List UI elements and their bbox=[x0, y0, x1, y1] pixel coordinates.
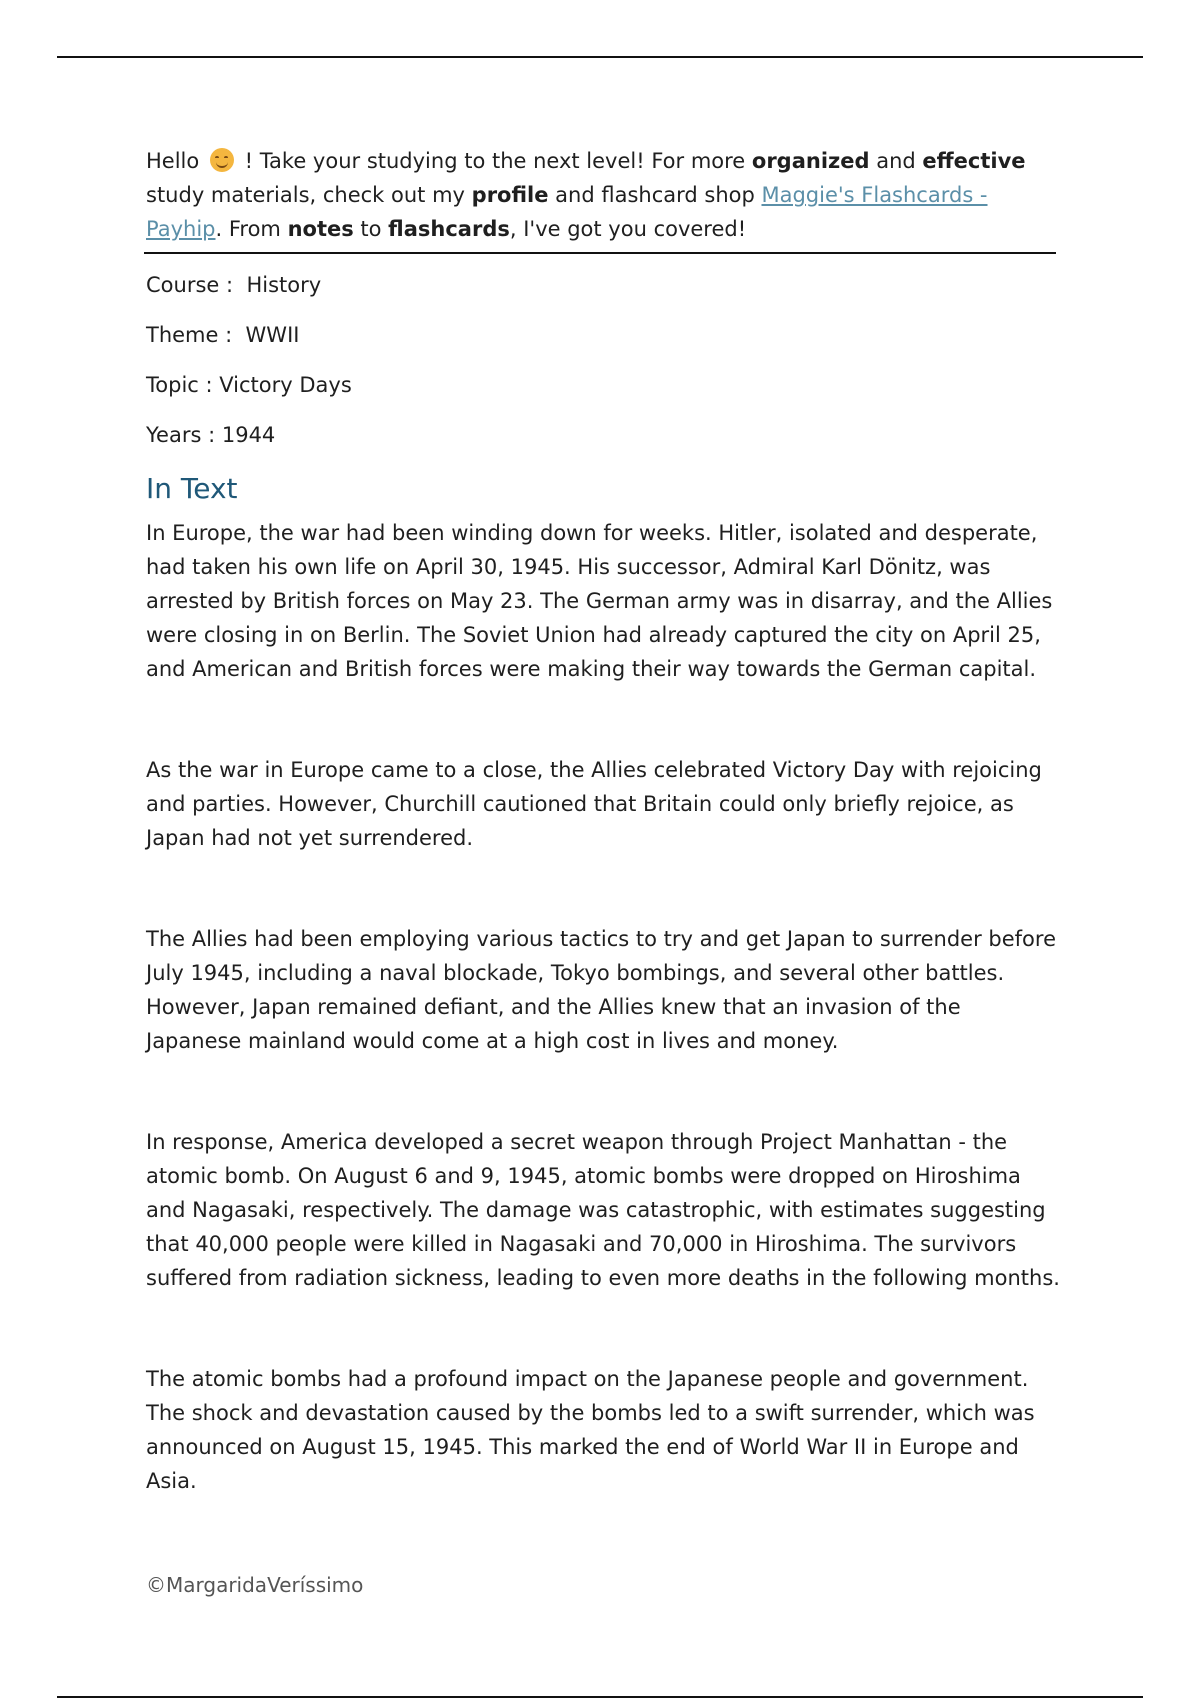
body-paragraph-3: The Allies had been employing various tactics to try and get Japan to surrender before July 1945, including a naval blockade, Tokyo bombings, and several other battles. However, Japan remained defiant, and the Allies knew that an invasion of the Japanese mainland would come at a high cost in lives and money. bbox=[146, 927, 1056, 1053]
intro-bold-notes: notes bbox=[287, 217, 354, 241]
course-value: History bbox=[246, 273, 322, 297]
smiling-face-icon bbox=[210, 148, 234, 172]
header-rule bbox=[57, 56, 1143, 58]
theme-value: WWII bbox=[245, 323, 300, 347]
intro-text-6: to bbox=[353, 217, 389, 241]
theme-row bbox=[146, 322, 1060, 348]
intro-text-4: and flashcard shop bbox=[548, 183, 762, 207]
intro-bold-effective: effective bbox=[922, 149, 1026, 173]
intro-paragraph bbox=[144, 144, 1056, 254]
intro-text-1: ! Take your studying to the next level! For more bbox=[237, 149, 752, 173]
section-heading: In Text bbox=[146, 472, 238, 505]
body-paragraph-5: The atomic bombs had a profound impact on the Japanese people and government. The shock and devastation caused by the bombs led to a swift surrender, which was announced on August 15, 1945. This marked the end of World War II in Europe and Asia. bbox=[146, 1367, 1035, 1493]
intro-greeting: Hello bbox=[146, 149, 200, 173]
topic-row bbox=[146, 372, 1060, 398]
years-row bbox=[146, 422, 1060, 448]
topic-value: Victory Days bbox=[219, 373, 352, 397]
body-paragraph-2: As the war in Europe came to a close, the Allies celebrated Victory Day with rejoicing and parties. However, Churchill cautioned that Britain could only briefly rejoice, as Japan had not yet surrendered. bbox=[146, 758, 1042, 850]
intro-bold-flashcards: flashcards bbox=[388, 217, 510, 241]
flashcard-shop-link[interactable]: Maggie's Flashcards - Payhip bbox=[146, 183, 988, 241]
page-content bbox=[146, 144, 1060, 1498]
theme-label: Theme : bbox=[146, 323, 233, 347]
intro-text-3: study materials, check out my bbox=[146, 183, 472, 207]
intro-text-7: , I've got you covered! bbox=[509, 217, 747, 241]
metadata-block bbox=[146, 272, 1060, 448]
topic-label: Topic : bbox=[146, 373, 213, 397]
intro-bold-organized: organized bbox=[751, 149, 870, 173]
intro-text-2: and bbox=[869, 149, 923, 173]
intro-text-5: . From bbox=[215, 217, 288, 241]
footer-rule bbox=[57, 1696, 1143, 1698]
course-row bbox=[146, 272, 1060, 298]
course-label: Course : bbox=[146, 273, 234, 297]
years-value: 1944 bbox=[221, 423, 276, 447]
body-paragraph-1: In Europe, the war had been winding down for weeks. Hitler, isolated and desperate, had taken his own life on April 30, 1945. His successor, Admiral Karl Dönitz, was arrested by British forces on May 23. The German army was in disarray, and the Allies were closing in on Berlin. The Soviet Union had already captured the city on April 25, and American and British forces were making their way towards the German capital. bbox=[146, 521, 1053, 681]
body-paragraph-4: In response, America developed a secret weapon through Project Manhattan - the atomic bomb. On August 6 and 9, 1945, atomic bombs were dropped on Hiroshima and Nagasaki, respectively. The damage was catastrophic, with estimates suggesting that 40,000 people were killed in Nagasaki and 70,000 in Hiroshima. The survivors suffered from radiation sickness, leading to even more deaths in the following months. bbox=[146, 1130, 1060, 1290]
intro-bold-profile: profile bbox=[471, 183, 549, 207]
copyright-footer: ©MargaridaVeríssimo bbox=[146, 1573, 364, 1597]
years-label: Years : bbox=[146, 423, 216, 447]
